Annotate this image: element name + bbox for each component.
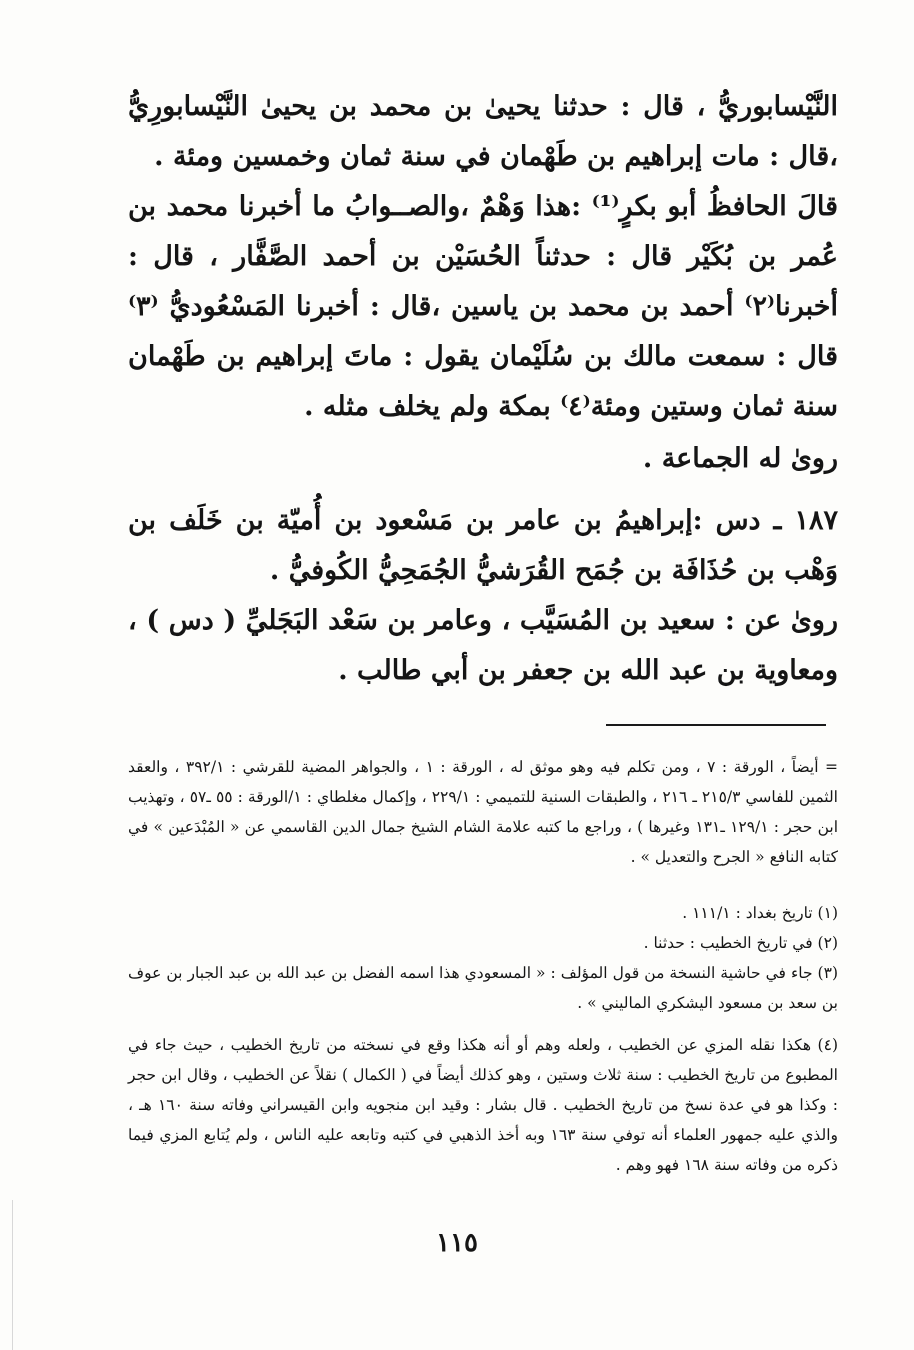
- footnote-text: (١) تاريخ بغداد : ١١١/١ .: [682, 904, 838, 922]
- footnote-1: [128, 898, 838, 928]
- paragraph-text: قالَ الحافظُ أبو بكرٍ⁽¹⁾ :هذا وَهْمٌ ،والصــوابُ ما أخبرنا محمد بن عُمر بن بُكَيْر قال : حدثناً الحُسَيْن بن أحمد الصَّفَّار ، قال : أخبرنا⁽٢⁾ أحمد بن محمد بن ياسين ،قال : أخبرنا المَسْعُوديُّ ⁽٣⁾ قال : سمعت مالك بن سُلَيْمان يقول : ماتَ إبراهيم بن طَهْمان سنة ثمان وستين ومئة⁽٤⁾ بمكة ولم يخلف مثله .: [128, 191, 838, 422]
- paragraph-narrated-from: [128, 596, 838, 696]
- footnote-4: [128, 1030, 838, 1180]
- paragraph-correction: [128, 182, 838, 432]
- footnote-continued: [128, 752, 838, 872]
- paragraph-text: روىٰ له الجماعة .: [642, 443, 838, 474]
- paragraph-text: روىٰ عن : سعيد بن المُسَيَّب ، وعامر بن سَعْد البَجَليِّ ( دس ) ، ومعاوية بن عبد الله بن جعفر بن أبي طالب .: [128, 605, 838, 686]
- entry-heading-187: [128, 496, 838, 596]
- footnote-3: [128, 958, 838, 1018]
- paragraph-text: النَّيْسابوريُّ ، قال : حدثنا يحيىٰ بن محمد بن يحيىٰ النَّيْسابورِيُّ ،قال : مات إبراهيم بن طَهْمان في سنة ثمان وخمسين ومئة .: [128, 91, 838, 172]
- footnote-separator: [606, 724, 826, 726]
- footnote-text: (٤) هكذا نقله المزي عن الخطيب ، ولعله وهم أو أنه هكذا وقع في نسخته من تاريخ الخطيب ، حيث جاء في المطبوع من تاريخ الخطيب : سنة ثلاث وستين ، وهو كذلك أيضاً في ( الكمال ) نقلاً عن الخطيب ، وقال ابن حجر : وكذا هو في عدة نسخ من تاريخ الخطيب . قال بشار : وقيد ابن منجويه وابن القيسراني وفاته سنة ١٦٠ هـ ، والذي عليه جمهور العلماء أنه توفي سنة ١٦٣ وبه أخذ الذهبي في كتبه وتابعه عليه الناس ، ولم يُتابع المزي فيما ذكره من وفاته سنة ١٦٨ فهو وهم .: [128, 1036, 839, 1174]
- entry-text: ١٨٧ ـ دس :إبراهيمُ بن عامر بن مَسْعود بن أُميّة بن خَلَف بن وَهْب بن حُذَافَة بن جُمَح القُرَشيُّ الجُمَحِيُّ الكُوفيُّ .: [128, 505, 838, 586]
- footnote-text: (٢) في تاريخ الخطيب : حدثنا .: [643, 934, 838, 952]
- page-number: ١١٥: [436, 1228, 478, 1258]
- footnote-text: (٣) جاء في حاشية النسخة من قول المؤلف : « المسعودي هذا اسمه الفضل بن عبد الله بن عبد الجبار بن عوف بن سعد بن مسعود اليشكري الماليني » .: [128, 964, 838, 1012]
- footnote-2: [128, 928, 838, 958]
- paragraph-death-date: [128, 82, 838, 182]
- paragraph-narrated-by-group: [128, 434, 838, 484]
- page-edge-line: [12, 1200, 13, 1350]
- footnote-text: = أيضاً ، الورقة : ٧ ، ومن تكلم فيه وهو موثق له ، الورقة : ١ ، والجواهر المضية للقرشي : ٣٩٢/١ ، والعقد الثمين للفاسي ٢١٥/٣ ـ ٢١٦ ، والطبقات السنية للتميمي : ٢٢٩/١ ، وإكمال مغلطاي : ١/الورقة : ٥٥ ـ٥٧ ، وتهذيب ابن حجر : ١٢٩/١ ـ١٣١ وغيرها ) ، وراجع ما كتبه علامة الشام الشيخ جمال الدين القاسمي عن « المُبْدَعين » في كتابه النافع « الجرح والتعديل » .: [128, 758, 838, 866]
